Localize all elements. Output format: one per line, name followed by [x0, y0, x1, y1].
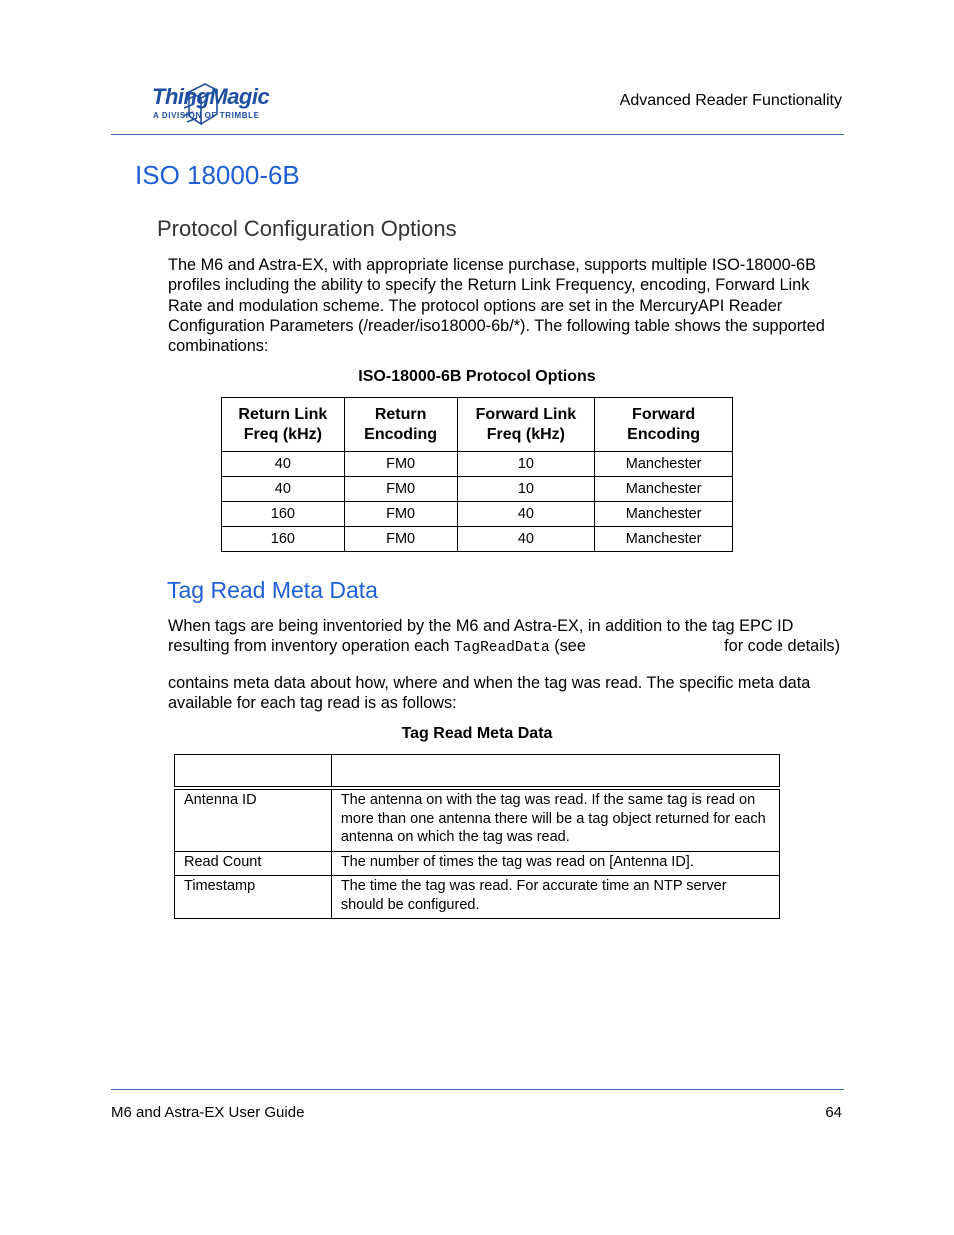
table-cell: 40 [222, 477, 345, 502]
protocol-options-table [221, 397, 733, 552]
table-cell: FM0 [344, 502, 457, 527]
logo-tagline: A DIVISION OF TRIMBLE [153, 111, 260, 120]
table-row [175, 851, 780, 876]
table-cell: FM0 [344, 527, 457, 552]
footer-rule [111, 1089, 844, 1090]
table-cell: FM0 [344, 452, 457, 477]
table-cell: The antenna on with the tag was read. If the same tag is read on more than one antenna there will be a tag object returned for each antenna on which the tag was read. [331, 788, 779, 851]
table-row [222, 527, 733, 552]
table-cell: 10 [457, 477, 595, 502]
table-cell: Antenna ID [175, 788, 332, 851]
column-header: Return Link Freq (kHz) [222, 398, 345, 452]
table-row [222, 502, 733, 527]
column-header: Return Encoding [344, 398, 457, 452]
tag-read-meta-table [174, 754, 780, 919]
running-header: Advanced Reader Functionality [619, 92, 842, 109]
table-header-row [175, 755, 780, 789]
table-cell: 160 [222, 527, 345, 552]
table-cell: FM0 [344, 477, 457, 502]
logo-wordmark: ThingMagic [152, 84, 270, 109]
code-details-text: for code details) [724, 637, 840, 656]
table-cell: Read Count [175, 851, 332, 876]
table-header-row [222, 398, 733, 452]
page-number: 64 [825, 1104, 842, 1121]
code-tagreaddata: TagReadData [453, 640, 550, 657]
header-rule [111, 134, 844, 135]
section-heading-tag-read-meta-data: Tag Read Meta Data [167, 577, 378, 603]
table-cell: Timestamp [175, 876, 332, 919]
table-cell: Manchester [595, 452, 733, 477]
table-cell: 160 [222, 502, 345, 527]
column-header: Forward Encoding [595, 398, 733, 452]
table-cell: Manchester [595, 527, 733, 552]
table-cell: 10 [457, 452, 595, 477]
table-cell: 40 [457, 502, 595, 527]
table-caption-protocol: ISO-18000-6B Protocol Options [358, 368, 596, 385]
table-caption-meta: Tag Read Meta Data [401, 725, 553, 742]
meta-paragraph-1: When tags are being inventoried by the M6 and Astra-EX, in addition to the tag EPC ID resulting from inventory operation each TagReadData (see for code details) [168, 617, 840, 657]
table-row [222, 477, 733, 502]
table-cell: Manchester [595, 477, 733, 502]
column-header [175, 755, 332, 789]
meta-paragraph-2: contains meta data about how, where and when the tag was read. The specific meta data available for each tag read is as follows: [168, 674, 811, 713]
table-row [222, 452, 733, 477]
section-heading-protocol: Protocol Configuration Options [157, 216, 457, 241]
column-header [331, 755, 779, 789]
table-cell: Manchester [595, 502, 733, 527]
column-header: Forward Link Freq (kHz) [457, 398, 595, 452]
page-title: ISO 18000-6B [135, 160, 300, 190]
table-cell: The number of times the tag was read on [Antenna ID]. [331, 851, 779, 876]
table-cell: 40 [457, 527, 595, 552]
table-cell: The time the tag was read. For accurate time an NTP server should be configured. [331, 876, 779, 919]
protocol-paragraph: The M6 and Astra-EX, with appropriate license purchase, supports multiple ISO-18000-6B profiles including the ability to specify the Return Link Frequency, encoding, Forward Link Rate and modulation scheme. The protocol options are set in the MercuryAPI Reader Configuration Parameters (/reader/iso18000-6b/*). The following table shows the supported combinations: [168, 256, 825, 356]
table-cell: 40 [222, 452, 345, 477]
table-row [175, 876, 780, 919]
table-row [175, 788, 780, 851]
footer-doc-title: M6 and Astra-EX User Guide [111, 1104, 305, 1121]
